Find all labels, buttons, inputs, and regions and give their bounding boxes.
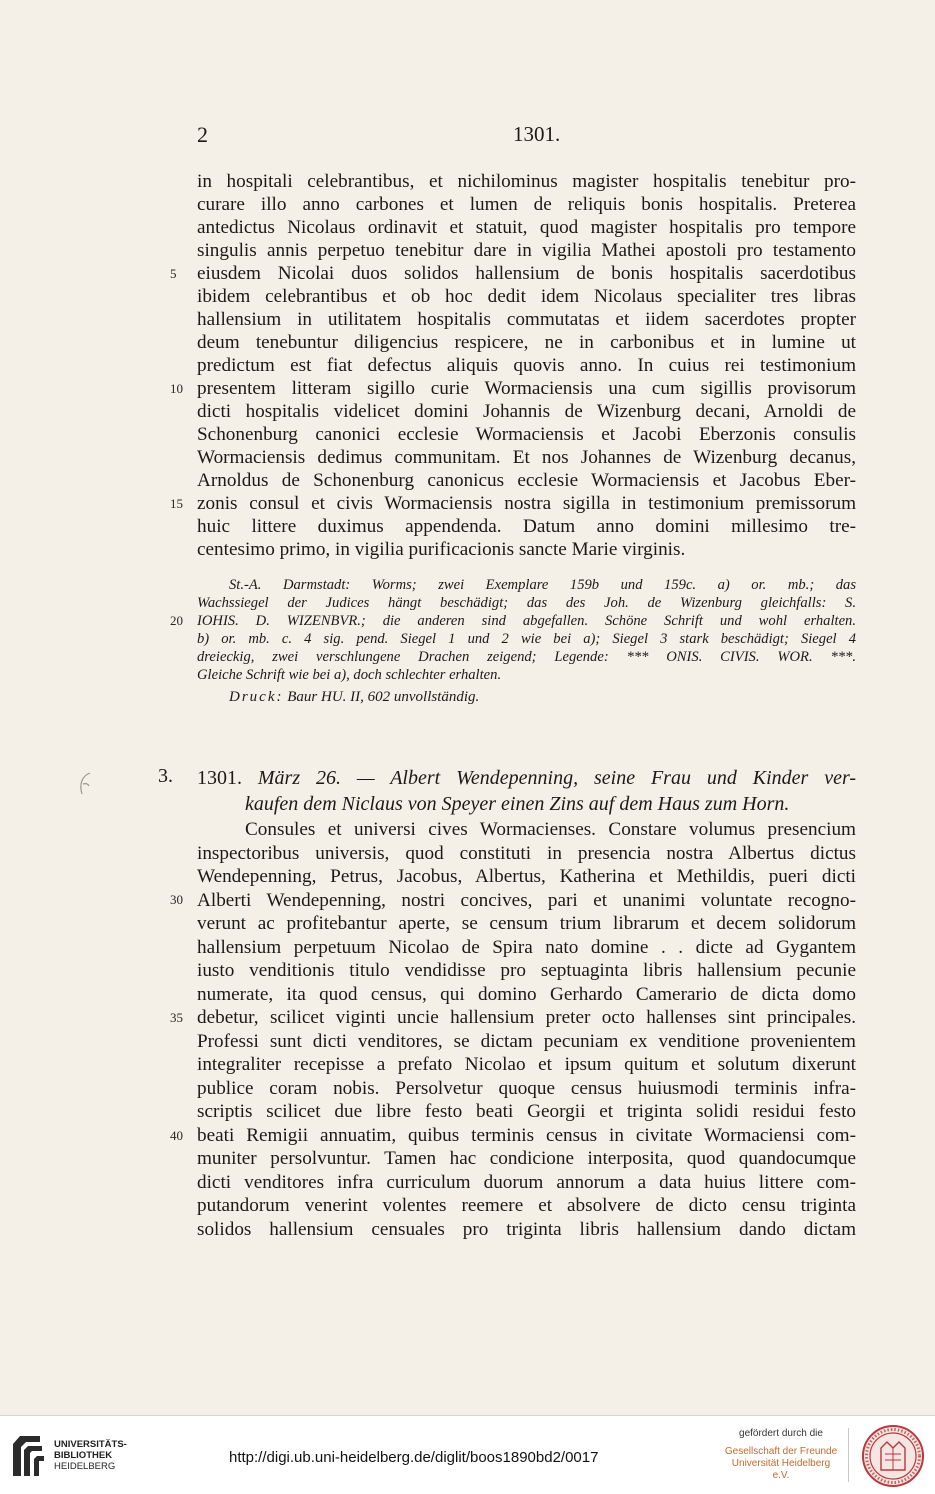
text-line: Arnoldus de Schonenburg canonicus ecclesie Wormaciensis et Jacobus Eber- xyxy=(197,470,856,491)
text-line: curare illo anno carbones et lumen de reliquis bonis hospitalis. Preterea xyxy=(197,194,856,215)
library-logo-icon xyxy=(10,1434,48,1478)
document-year: 1301. xyxy=(197,767,242,789)
text-line: centesimo primo, in vigilia purificacionis sancte Marie virginis. xyxy=(197,539,686,560)
library-name-line: BIBLIOTHEK xyxy=(54,1450,113,1461)
text-line: huic littere duximus appendenda. Datum anno domini millesimo tre- xyxy=(197,516,856,537)
university-seal-icon xyxy=(861,1424,925,1488)
document-number: 3. xyxy=(158,765,173,787)
text-line: scriptis scilicet due libre festo beati Georgii et triginta solidi residui festo xyxy=(197,1101,856,1122)
text-line: dicti venditores infra curriculum duorum annorum a data huius littere com- xyxy=(197,1171,856,1193)
note-line: dreieckig, zwei verschlungene Drachen zeigend; Legende: *** ONIS. CIVIS. WOR. ***. xyxy=(197,649,856,665)
line-number: 5 xyxy=(170,266,177,281)
text-line: debetur, scilicet viginti uncie hallensium preter octo hallenses sint principales. xyxy=(197,1007,856,1028)
library-name xyxy=(54,1439,127,1472)
text-line: publice coram nobis. Persolvetur quoque census huiusmodi terminis infra- xyxy=(197,1077,856,1099)
text-line: deum tenebuntur diligencius respicere, ne in carbonibus et in lumine ut xyxy=(197,332,856,353)
text-line: zonis consul et civis Wormaciensis nostra sigilla in testimonium premissorum xyxy=(197,493,856,514)
text-line: Wendepenning, Petrus, Jacobus, Albertus, Katherina et Methildis, pueri dicti xyxy=(197,866,856,887)
text-line: putandorum venerint volentes reemere et absolvere de dicto censu triginta xyxy=(197,1195,856,1216)
sponsor-name: Gesellschaft der Freunde xyxy=(724,1446,838,1457)
line-number: 40 xyxy=(170,1128,183,1143)
text-line: ibidem celebrantibus et ob hoc dedit idem Nicolaus specialiter tres libras xyxy=(197,286,856,307)
line-number: 10 xyxy=(170,381,183,396)
text-line: in hospitali celebrantibus, et nichilominus magister hospitalis tenebitur pro- xyxy=(197,171,856,192)
text-line: Professi sunt dicti venditores, se dictam pecuniam ex venditione provenientem xyxy=(197,1030,856,1052)
line-number: 30 xyxy=(170,892,183,907)
document-heading-line xyxy=(197,765,856,791)
page-number: 2 xyxy=(197,122,208,147)
print-text: Baur HU. II, 602 unvollständig. xyxy=(287,689,480,705)
text-line: inspectoribus universis, quod constituti in presencia nostra Albertus dictus xyxy=(197,842,856,864)
text-line: iusto venditionis titulo vendidisse pro septuaginta libris hallensium pecunie xyxy=(197,960,856,981)
line-number: 20 xyxy=(170,613,183,628)
sponsor-prefix: gefördert durch die xyxy=(739,1428,823,1439)
text-line: beati Remigii annuatim, quibus terminis census in civitate Wormaciensi com- xyxy=(197,1124,856,1146)
text-line: numerate, ita quod census, qui domino Gerhardo Camerario de dicta domo xyxy=(197,983,856,1005)
note-line: St.-A. Darmstadt: Worms; zwei Exemplare 159b und 159c. a) or. mb.; das xyxy=(229,577,856,593)
text-line: antedictus Nicolaus ordinavit et statuit, quod magister hospitalis pro tempore xyxy=(197,217,856,238)
library-name-line: UNIVERSITÄTS- xyxy=(54,1439,127,1450)
line-number: 15 xyxy=(170,496,183,511)
note-line: IOHIS. D. WIZENBVR.; die anderen sind abgefallen. Schöne Schrift und wohl erhalten. xyxy=(197,613,856,629)
permalink-url[interactable]: http://digi.ub.uni-heidelberg.de/diglit/boos1890bd2/0017 xyxy=(229,1449,599,1466)
running-header-year: 1301. xyxy=(513,122,561,146)
sponsor-credit xyxy=(722,1428,840,1482)
text-line: predictum est fiat defectus aliquis quovis anno. In cuius rei testimonium xyxy=(197,355,856,376)
text-line: Alberti Wendepenning, nostri concives, pari et unanimi voluntate recogno- xyxy=(197,889,856,911)
text-line: integraliter recepisse a prefato Nicolao et ipsum quitum et solutum dixerunt xyxy=(197,1054,856,1075)
text-line: hallensium in utilitatem hospitalis commutatas et iidem sacerdotes propter xyxy=(197,309,856,330)
library-name-line: HEIDELBERG xyxy=(54,1461,116,1472)
text-line: dicti hospitalis videlicet domini Johannis de Wizenburg decani, Arnoldi de xyxy=(197,401,856,422)
note-line: b) or. mb. c. 4 sig. pend. Siegel 1 und 2 wie bei a); Siegel 3 stark beschädigt; Siegel 4 xyxy=(197,631,856,647)
note-line: Wachssiegel der Judices hängt beschädigt; das des Joh. de Wizenburg gleichfalls: S. xyxy=(197,595,856,611)
document-heading-text: März 26. — Albert Wendepenning, seine Frau und Kinder ver- xyxy=(257,767,856,789)
text-line: Schonenburg canonici ecclesie Wormaciensis et Jacobi Eberzonis consulis xyxy=(197,424,856,445)
text-line: Consules et universi cives Wormacienses. Constare volumus presencium xyxy=(245,819,856,840)
text-line: hallensium perpetuum Nicolao de Spira nato domine . . dicte ad Gygantem xyxy=(197,936,856,958)
text-line: Wormaciensis dedimus communitam. Et nos Johannes de Wizenburg decanus, xyxy=(197,447,856,468)
text-line: presentem litteram sigillo curie Wormaciensis una cum sigillis provisorum xyxy=(197,378,856,399)
note-line: Gleiche Schrift wie bei a), doch schlechter erhalten. xyxy=(197,667,502,683)
text-line: eiusdem Nicolai duos solidos hallensium de bonis hospitalis sacerdotibus xyxy=(197,263,856,284)
print-reference xyxy=(229,689,479,706)
pencil-mark-icon xyxy=(74,770,96,804)
text-line: muniter persolvuntur. Tamen hac condicione interposita, quod quandocumque xyxy=(197,1148,856,1169)
text-line: solidos hallensium censuales pro triginta libris hallensium dando dictam xyxy=(197,1218,856,1240)
footer-bar xyxy=(0,1415,935,1494)
sponsor-name: Universität Heidelberg e.V. xyxy=(731,1458,831,1481)
divider xyxy=(848,1428,849,1482)
document-heading-line: kaufen dem Niclaus von Speyer einen Zins auf dem Haus zum Horn. xyxy=(245,793,790,815)
text-line: verunt ac profitebantur aperte, se censum trium librarum et decem solidorum xyxy=(197,913,856,934)
text-line: singulis annis perpetuo tenebitur dare in vigilia Mathei apostoli pro testamento xyxy=(197,240,856,261)
line-number: 35 xyxy=(170,1010,183,1025)
print-label: Druck: xyxy=(229,689,284,705)
